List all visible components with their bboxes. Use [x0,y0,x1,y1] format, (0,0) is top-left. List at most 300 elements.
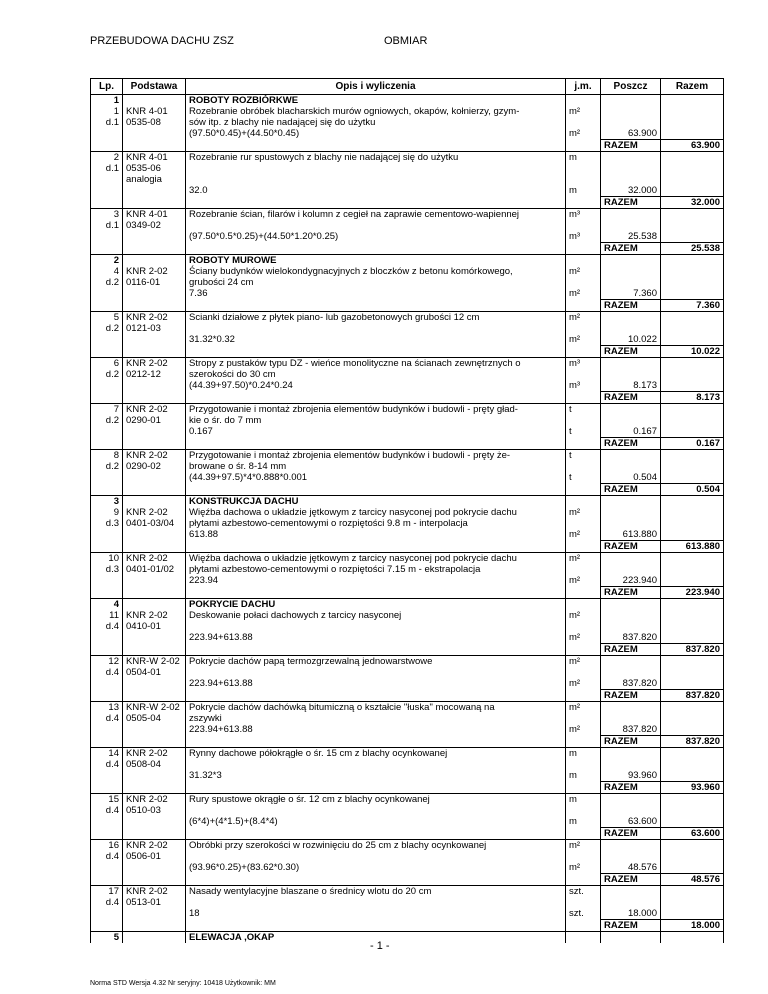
calculation-row [91,678,724,690]
calc-lp-cell [91,770,123,782]
calculation-unit: m² [566,288,601,300]
table-row [91,748,724,771]
calc-total-cell [661,816,724,828]
calculation-row [91,908,724,920]
razem-lp-cell [91,736,123,748]
calculation-formula: 223.94+613.88 [186,724,566,736]
calculation-unit: m² [566,862,601,874]
section-title: ROBOTY MUROWE [186,255,566,267]
calc-lp-cell [91,632,123,644]
item-base: KNR 2-02 0513-01 [123,886,186,909]
razem-base-cell [123,541,186,553]
calculation-row [91,288,724,300]
item-unit: t [566,404,601,427]
item-unit: m² [566,312,601,335]
razem-base-cell [123,484,186,496]
razem-lp-cell [91,690,123,702]
razem-desc-cell [186,346,566,358]
razem-total: 613.880 [661,541,724,553]
razem-unit-cell [566,541,601,553]
razem-label: RAZEM [601,920,661,932]
razem-desc-cell [186,300,566,312]
item-unit: m [566,794,601,817]
item-base: KNR 2-02 0506-01 [123,840,186,863]
item-unit: t [566,450,601,473]
razem-unit-cell [566,874,601,886]
razem-total: 0.504 [661,484,724,496]
item-value-cell [601,886,661,909]
item-description: Rynny dachowe półokrągłe o śr. 15 cm z blachy ocynkowanej [186,748,566,771]
calc-base-cell [123,128,186,140]
calculation-formula: (44.39+97.5)*4*0.888*0.001 [186,472,566,484]
calc-lp-cell [91,862,123,874]
razem-row [91,346,724,358]
razem-label: RAZEM [601,346,661,358]
razem-base-cell [123,300,186,312]
item-base: KNR 2-02 0410-01 [123,610,186,632]
razem-label: RAZEM [601,243,661,255]
item-unit: m² [566,553,601,576]
section-value-cell [601,599,661,611]
item-unit: m² [566,656,601,679]
item-number: 11 d.4 [91,610,123,632]
razem-lp-cell [91,197,123,209]
calc-total-cell [661,380,724,392]
razem-total: 25.538 [661,243,724,255]
calculation-formula: (97.50*0.45)+(44.50*0.45) [186,128,566,140]
razem-label: RAZEM [601,587,661,599]
document-header-title: PRZEBUDOWA DACHU ZSZ [90,35,234,47]
razem-row [91,690,724,702]
calc-base-cell [123,678,186,690]
razem-base-cell [123,197,186,209]
calculation-unit: szt. [566,908,601,920]
item-description: Więźba dachowa o układzie jętkowym z tarcicy nasyconej pod pokrycie dachu płytami azbestowo-cementowymi o rozpiętości 7.15 m - ekstrapolacja [186,553,566,576]
razem-unit-cell [566,736,601,748]
calculation-formula: 613.88 [186,529,566,541]
calc-base-cell [123,472,186,484]
razem-lp-cell [91,920,123,932]
item-number: 6 d.2 [91,358,123,381]
calculation-formula: 223.94+613.88 [186,678,566,690]
item-number: 9 d.3 [91,507,123,529]
item-base: KNR 4-01 0349-02 [123,209,186,232]
razem-label: RAZEM [601,392,661,404]
calculation-unit: m [566,185,601,197]
section-total-cell [661,599,724,611]
calculation-formula: 0.167 [186,426,566,438]
calc-lp-cell [91,678,123,690]
section-total-cell [661,255,724,267]
table-row [91,656,724,679]
item-number: 1 d.1 [91,106,123,128]
calculation-formula: 7.36 [186,288,566,300]
table-row [91,404,724,427]
section-value-cell [601,496,661,508]
table-row [91,507,724,529]
item-total-cell [661,450,724,473]
table-row [91,702,724,725]
calc-total-cell [661,770,724,782]
razem-label: RAZEM [601,300,661,312]
razem-desc-cell [186,197,566,209]
calc-lp-cell [91,816,123,828]
razem-desc-cell [186,828,566,840]
item-unit: m² [566,106,601,128]
calculation-formula: (97.50*0.5*0.25)+(44.50*1.20*0.25) [186,231,566,243]
razem-label: RAZEM [601,690,661,702]
calc-total-cell [661,908,724,920]
item-total-cell [661,266,724,288]
razem-lp-cell [91,392,123,404]
table-body [91,95,724,944]
razem-unit-cell [566,782,601,794]
section-total-cell [661,496,724,508]
calc-lp-cell [91,724,123,736]
calculation-value: 10.022 [601,334,661,346]
table-row [91,152,724,186]
item-number: 15 d.4 [91,794,123,817]
item-value-cell [601,152,661,186]
calculation-row [91,862,724,874]
calculation-value: 93.960 [601,770,661,782]
calc-base-cell [123,632,186,644]
column-header-poszcz: Poszcz [601,79,661,95]
calc-total-cell [661,128,724,140]
section-title: ROBOTY ROZBIÓRKWE [186,95,566,107]
item-number: 7 d.2 [91,404,123,427]
calculation-unit: t [566,472,601,484]
item-base: KNR 2-02 0116-01 [123,266,186,288]
item-base: KNR-W 2-02 0504-01 [123,656,186,679]
item-total-cell [661,209,724,232]
column-header-podstawa: Podstawa [123,79,186,95]
item-value-cell [601,656,661,679]
razem-desc-cell [186,782,566,794]
razem-label: RAZEM [601,782,661,794]
table-row [91,610,724,632]
calc-base-cell [123,862,186,874]
razem-row [91,197,724,209]
razem-unit-cell [566,828,601,840]
razem-desc-cell [186,243,566,255]
calc-total-cell [661,575,724,587]
item-unit: m² [566,840,601,863]
calc-total-cell [661,862,724,874]
item-number: 14 d.4 [91,748,123,771]
razem-base-cell [123,438,186,450]
razem-unit-cell [566,243,601,255]
razem-row [91,736,724,748]
razem-total: 837.820 [661,644,724,656]
calc-lp-cell [91,426,123,438]
item-unit: m² [566,610,601,632]
item-number: 5 d.2 [91,312,123,335]
section-number: 5 [91,932,123,944]
razem-lp-cell [91,140,123,152]
calculation-row [91,426,724,438]
item-number: 4 d.2 [91,266,123,288]
item-description: Deskowanie połaci dachowych z tarcicy nasyconej [186,610,566,632]
column-header-razem: Razem [661,79,724,95]
razem-lp-cell [91,587,123,599]
table-row [91,886,724,909]
item-total-cell [661,358,724,381]
razem-unit-cell [566,438,601,450]
calculation-row [91,529,724,541]
calculation-value: 32.000 [601,185,661,197]
item-number: 13 d.4 [91,702,123,725]
calculation-formula: (44.39+97.50)*0.24*0.24 [186,380,566,392]
table-row [91,840,724,863]
razem-base-cell [123,690,186,702]
item-value-cell [601,209,661,232]
razem-row [91,782,724,794]
calc-total-cell [661,185,724,197]
razem-total: 8.173 [661,392,724,404]
section-row [91,255,724,267]
calculation-unit: t [566,426,601,438]
item-description: Stropy z pustaków typu DZ - wieńce monolityczne na ścianach zewnętrznych o szerokości do 30 cm [186,358,566,381]
calc-lp-cell [91,288,123,300]
razem-desc-cell [186,690,566,702]
item-total-cell [661,748,724,771]
calc-base-cell [123,816,186,828]
item-unit: m² [566,507,601,529]
item-number: 8 d.2 [91,450,123,473]
item-description: Pokrycie dachów dachówką bitumiczną o kształcie "łuska" mocowaną na zszywki [186,702,566,725]
calculation-value: 63.600 [601,816,661,828]
table-row [91,553,724,576]
razem-row [91,541,724,553]
razem-label: RAZEM [601,438,661,450]
section-total-cell [661,95,724,107]
item-total-cell [661,794,724,817]
section-unit-cell [566,496,601,508]
item-number: 10 d.3 [91,553,123,576]
razem-label: RAZEM [601,874,661,886]
calculation-row [91,231,724,243]
calculation-value: 0.504 [601,472,661,484]
item-value-cell [601,358,661,381]
item-description: Rozebranie rur spustowych z blachy nie nadającej się do użytku [186,152,566,186]
calculation-value: 48.576 [601,862,661,874]
calculation-row [91,724,724,736]
table-row [91,266,724,288]
calculation-row [91,472,724,484]
item-total-cell [661,404,724,427]
razem-lp-cell [91,874,123,886]
calc-base-cell [123,334,186,346]
column-header-lp: Lp. [91,79,123,95]
item-description: Obróbki przy szerokości w rozwinięciu do 25 cm z blachy ocynkowanej [186,840,566,863]
calculation-unit: m³ [566,231,601,243]
calc-base-cell [123,908,186,920]
razem-lp-cell [91,541,123,553]
item-value-cell [601,266,661,288]
calculation-unit: m² [566,678,601,690]
calc-base-cell [123,770,186,782]
razem-row [91,920,724,932]
calc-lp-cell [91,908,123,920]
calc-base-cell [123,575,186,587]
item-description: Rury spustowe okrągłe o śr. 12 cm z blachy ocynkowanej [186,794,566,817]
calculation-row [91,575,724,587]
calculation-value: 25.538 [601,231,661,243]
razem-row [91,243,724,255]
razem-base-cell [123,782,186,794]
razem-row [91,300,724,312]
razem-label: RAZEM [601,140,661,152]
razem-base-cell [123,874,186,886]
section-unit-cell [566,255,601,267]
item-number: 17 d.4 [91,886,123,909]
razem-total: 837.820 [661,690,724,702]
calculation-formula: (6*4)+(4*1.5)+(8.4*4) [186,816,566,828]
razem-desc-cell [186,587,566,599]
calc-lp-cell [91,334,123,346]
item-base: KNR 2-02 0290-01 [123,404,186,427]
calculation-value: 18.000 [601,908,661,920]
calc-total-cell [661,231,724,243]
razem-unit-cell [566,392,601,404]
razem-row [91,644,724,656]
footer-software-info: Norma STD Wersja 4.32 Nr seryjny: 10418 Użytkownik: MM [90,980,276,987]
calc-total-cell [661,724,724,736]
calc-lp-cell [91,185,123,197]
calculation-unit: m [566,770,601,782]
calculation-value: 0.167 [601,426,661,438]
item-unit: m² [566,266,601,288]
razem-lp-cell [91,782,123,794]
razem-total: 837.820 [661,736,724,748]
razem-label: RAZEM [601,484,661,496]
calculation-formula: 31.32*3 [186,770,566,782]
item-value-cell [601,404,661,427]
calculation-unit: m² [566,529,601,541]
item-unit: m [566,152,601,186]
razem-row [91,140,724,152]
calculation-value: 63.900 [601,128,661,140]
razem-total: 7.360 [661,300,724,312]
calculation-formula: 223.94+613.88 [186,632,566,644]
calculation-row [91,816,724,828]
razem-base-cell [123,736,186,748]
calc-lp-cell [91,380,123,392]
razem-row [91,874,724,886]
calculation-row [91,380,724,392]
razem-unit-cell [566,346,601,358]
item-value-cell [601,702,661,725]
table-header-row [91,79,724,95]
calc-total-cell [661,288,724,300]
razem-total: 18.000 [661,920,724,932]
item-unit: m [566,748,601,771]
section-title: ELEWACJA ,OKAP [186,932,566,944]
section-unit-cell [566,599,601,611]
section-title: KONSTRUKCJA DACHU [186,496,566,508]
calculation-formula: 31.32*0.32 [186,334,566,346]
razem-base-cell [123,920,186,932]
calc-lp-cell [91,472,123,484]
section-base-cell [123,496,186,508]
calculation-unit: m² [566,724,601,736]
calc-base-cell [123,380,186,392]
calculation-value: 613.880 [601,529,661,541]
razem-lp-cell [91,300,123,312]
item-base: KNR 2-02 0510-03 [123,794,186,817]
section-base-cell [123,932,186,944]
table-row [91,794,724,817]
table-row [91,106,724,128]
razem-desc-cell [186,920,566,932]
calc-total-cell [661,529,724,541]
calculation-unit: m² [566,575,601,587]
razem-lp-cell [91,484,123,496]
item-base: KNR-W 2-02 0505-04 [123,702,186,725]
section-value-cell [601,255,661,267]
razem-unit-cell [566,197,601,209]
calculation-unit: m² [566,334,601,346]
razem-unit-cell [566,690,601,702]
item-base: KNR 4-01 0535-08 [123,106,186,128]
item-total-cell [661,886,724,909]
item-unit: m² [566,702,601,725]
item-description: Pokrycie dachów papą termozgrzewalną jednowarstwowe [186,656,566,679]
razem-row [91,438,724,450]
item-description: Przygotowanie i montaż zbrojenia elementów budynków i budowli - pręty gład- kie o śr. do 7 mm [186,404,566,427]
item-number: 3 d.1 [91,209,123,232]
razem-lp-cell [91,438,123,450]
column-header-opis: Opis i wyliczenia [186,79,566,95]
section-title: POKRYCIE DACHU [186,599,566,611]
item-unit: m³ [566,209,601,232]
section-unit-cell [566,95,601,107]
item-base: KNR 2-02 0212-12 [123,358,186,381]
razem-desc-cell [186,541,566,553]
calculation-value: 837.820 [601,632,661,644]
item-total-cell [661,312,724,335]
razem-unit-cell [566,484,601,496]
calculation-value: 837.820 [601,724,661,736]
item-unit: m³ [566,358,601,381]
calc-base-cell [123,724,186,736]
razem-desc-cell [186,644,566,656]
section-unit-cell [566,932,601,944]
razem-desc-cell [186,736,566,748]
item-description: Rozebranie ścian, filarów i kolumn z cegieł na zaprawie cementowo-wapiennej [186,209,566,232]
razem-label: RAZEM [601,736,661,748]
calculation-value: 837.820 [601,678,661,690]
section-base-cell [123,599,186,611]
item-total-cell [661,106,724,128]
calc-base-cell [123,231,186,243]
page-number: - 1 - [370,940,390,952]
razem-base-cell [123,346,186,358]
razem-label: RAZEM [601,828,661,840]
calc-base-cell [123,426,186,438]
item-total-cell [661,507,724,529]
razem-unit-cell [566,644,601,656]
calculation-unit: m [566,816,601,828]
razem-label: RAZEM [601,197,661,209]
item-value-cell [601,610,661,632]
section-base-cell [123,95,186,107]
table-row [91,209,724,232]
section-number: 4 [91,599,123,611]
item-total-cell [661,553,724,576]
razem-total: 48.576 [661,874,724,886]
